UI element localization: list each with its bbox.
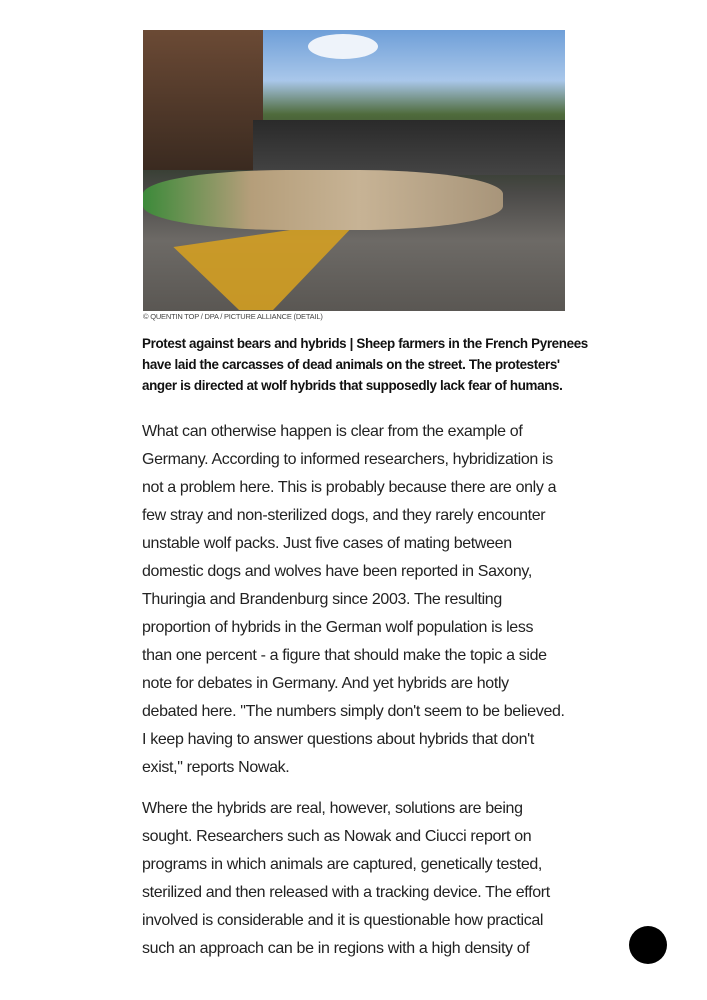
text-line: Germany. According to informed researchers, hybridization is xyxy=(142,451,553,468)
paragraph-solutions xyxy=(142,795,550,963)
text-line: sterilized and then released with a tracking device. The effort xyxy=(142,884,550,901)
text-line: What can otherwise happen is clear from the example of xyxy=(142,423,523,440)
photo-house xyxy=(143,30,263,170)
paragraph-germany xyxy=(142,418,565,782)
photo-carcasses xyxy=(143,170,503,230)
caption-line: have laid the carcasses of dead animals on the street. The protesters' xyxy=(142,357,560,372)
text-line: note for debates in Germany. And yet hybrids are hotly xyxy=(142,675,509,692)
text-line: domestic dogs and wolves have been reported in Saxony, xyxy=(142,563,532,580)
text-line: exist," reports Nowak. xyxy=(142,759,290,776)
text-line: unstable wolf packs. Just five cases of mating between xyxy=(142,535,512,552)
text-line: Thuringia and Brandenburg since 2003. The resulting xyxy=(142,591,502,608)
floating-action-button[interactable] xyxy=(629,926,667,964)
text-line: Where the hybrids are real, however, solutions are being xyxy=(142,800,523,817)
text-line: I keep having to answer questions about hybrids that don't xyxy=(142,731,534,748)
text-line: sought. Researchers such as Nowak and Ciucci report on xyxy=(142,828,532,845)
text-line: than one percent - a figure that should make the topic a side xyxy=(142,647,547,664)
text-line: debated here. "The numbers simply don't seem to be believed. xyxy=(142,703,565,720)
text-line: not a problem here. This is probably because there are only a xyxy=(142,479,557,496)
photo-caption xyxy=(142,333,588,396)
text-line: few stray and non-sterilized dogs, and they rarely encounter xyxy=(142,507,546,524)
text-line: proportion of hybrids in the German wolf population is less xyxy=(142,619,534,636)
text-line: programs in which animals are captured, genetically tested, xyxy=(142,856,543,873)
photo-crowd xyxy=(253,120,565,175)
photo-cloud xyxy=(308,34,378,59)
text-line: involved is considerable and it is questionable how practical xyxy=(142,912,544,929)
caption-line: anger is directed at wolf hybrids that supposedly lack fear of humans. xyxy=(142,378,563,393)
photo-road-marking xyxy=(143,220,359,310)
text-line: such an approach can be in regions with a high density of xyxy=(142,940,530,957)
article-photo xyxy=(143,30,565,311)
photo-credit: © QUENTIN TOP / DPA / PICTURE ALLIANCE (DETAIL) xyxy=(143,312,323,321)
caption-line: Protest against bears and hybrids | Sheep farmers in the French Pyrenees xyxy=(142,336,588,351)
